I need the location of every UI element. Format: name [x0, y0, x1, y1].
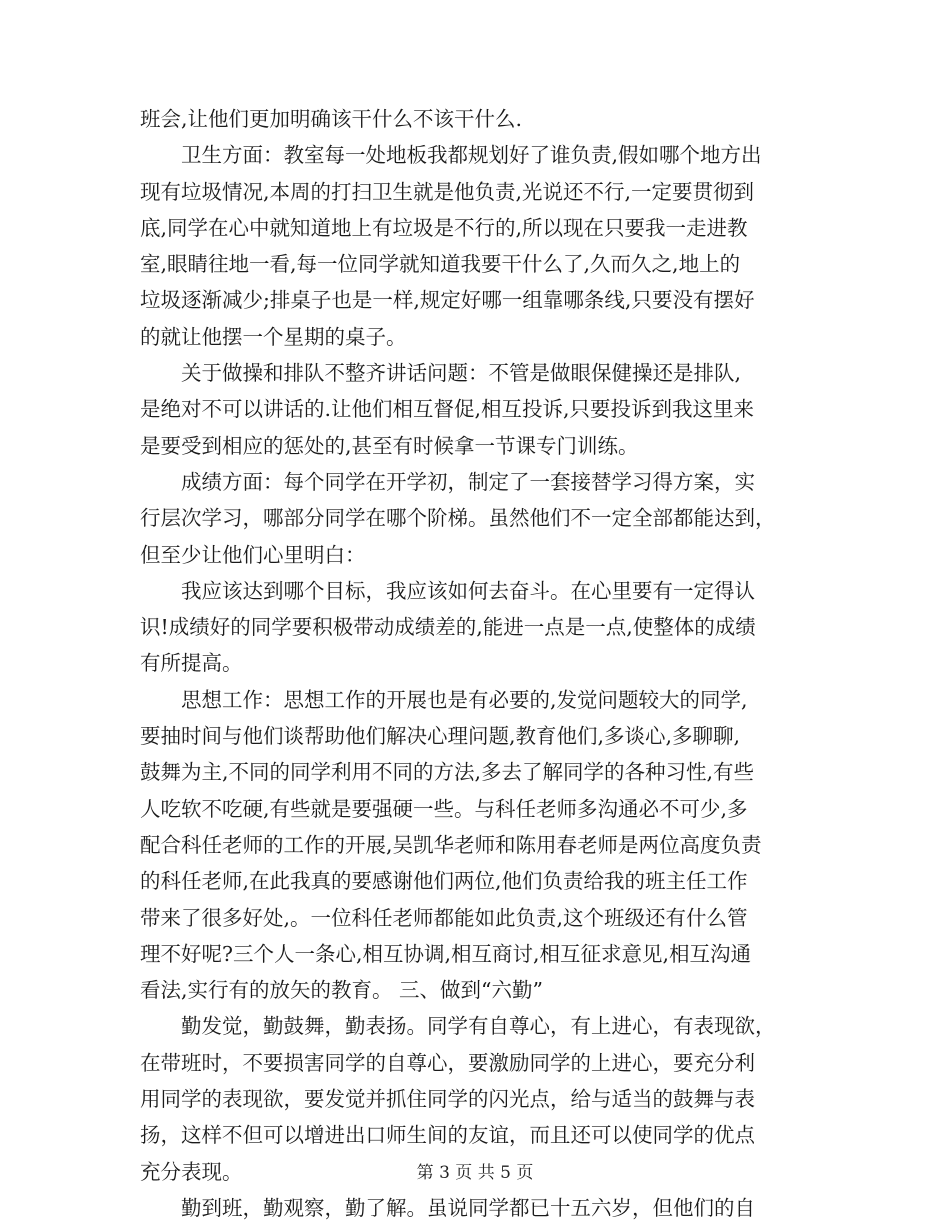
- paragraph-start-line: 勤发觉，勤鼓舞，勤表扬。同学有自尊心，有上进心，有表现欲，: [181, 1014, 776, 1039]
- text-line: 鼓舞为主,不同的同学利用不同的方法,多去了解同学的各种习性,有些: [140, 760, 755, 785]
- text-line: 室,眼睛往地一看,每一位同学就知道我要干什么了,久而久之,地上的: [140, 252, 741, 277]
- paragraph-start-line: 卫生方面：教室每一处地板我都规划好了谁负责,假如哪个地方出: [181, 143, 762, 168]
- page-footer: 第 3 页 共 5 页: [416, 1163, 534, 1183]
- paragraph-start-line: 成绩方面：每个同学在开学初，制定了一套接替学习得方案，实: [181, 469, 755, 494]
- text-line: 的就让他摆一个星期的桌子。: [140, 324, 407, 349]
- text-line: 行层次学习，哪部分同学在哪个阶梯。虽然他们不一定全部都能达到，: [140, 506, 776, 531]
- text-line: 理不好呢?三个人一条心,相互协调,相互商讨,相互征求意见,相互沟通: [140, 941, 752, 966]
- text-line: 底,同学在心中就知道地上有垃圾是不行的,所以现在只要我一走进教: [140, 215, 748, 240]
- paragraph-start-line: 关于做操和排队不整齐讲话问题：不管是做眼保健操还是排队,: [181, 361, 742, 386]
- text-line: 识!成绩好的同学要积极带动成绩差的,能进一点是一点,使整体的成绩: [140, 615, 756, 640]
- text-line: 垃圾逐渐减少;排桌子也是一样,规定好哪一组靠哪条线,只要没有摆好: [140, 288, 755, 313]
- text-line: 充分表现。: [140, 1159, 243, 1184]
- text-line: 在带班时，不要损害同学的自尊心，要激励同学的上进心，要充分利: [140, 1050, 755, 1075]
- text-line: 配合科任老师的工作的开展,吴凯华老师和陈用春老师是两位高度负责: [140, 832, 762, 857]
- text-line: 扬，这样不但可以增进出口师生间的友谊，而且还可以使同学的优点: [140, 1123, 755, 1148]
- paragraph-start-line: 我应该达到哪个目标，我应该如何去奋斗。在心里要有一定得认: [181, 578, 755, 603]
- text-line: 班会,让他们更加明确该干什么不该干什么.: [140, 107, 523, 131]
- document-body: [140, 101, 808, 1226]
- text-line: 的科任老师,在此我真的要感谢他们两位,他们负责给我的班主任工作: [140, 869, 748, 894]
- text-line: 用同学的表现欲，要发觉并抓住同学的闪光点，给与适当的鼓舞与表: [140, 1087, 755, 1112]
- text-line: 但至少让他们心里明白：: [140, 542, 366, 567]
- text-line: 看法,实行有的放矢的教育。 三、做到“六勤”: [140, 978, 543, 1003]
- text-line: 有所提高。: [140, 651, 243, 676]
- text-line: 现有垃圾情况,本周的打扫卫生就是他负责,光说还不行,一定要贯彻到: [140, 179, 755, 204]
- text-line: 是绝对不可以讲话的.让他们相互督促,相互投诉,只要投诉到我这里来: [140, 397, 755, 422]
- text-line: 人吃软不吃硬,有些就是要强硬一些。与科任老师多沟通必不可少,多: [140, 796, 748, 821]
- paragraph-start-line: 思想工作：思想工作的开展也是有必要的,发觉问题较大的同学,: [181, 687, 748, 712]
- text-line: 是要受到相应的惩处的,甚至有时候拿一节课专门训练。: [140, 433, 639, 458]
- text-line: 带来了很多好处,。一位科任老师都能如此负责,这个班级还有什么管: [140, 905, 748, 930]
- paragraph-start-line: 勤到班，勤观察，勤了解。虽说同学都已十五六岁，但他们的自: [181, 1195, 755, 1220]
- text-line: 要抽时间与他们谈帮助他们解决心理问题,教育他们,多谈心,多聊聊,: [140, 724, 741, 749]
